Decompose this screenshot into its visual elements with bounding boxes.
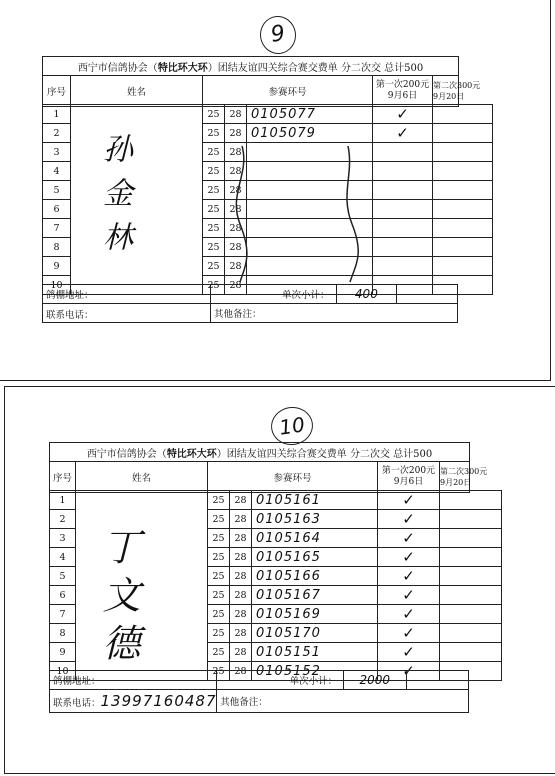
first-payment-check: [373, 181, 433, 200]
header-second-payment: 第二次300元 9月20日: [433, 76, 459, 107]
ring-number-handwritten: [247, 257, 373, 276]
notes-label: 其他备注：: [217, 690, 469, 713]
ring-prefix-2: 28: [230, 491, 252, 510]
subtotal-label: 单次小计：: [217, 671, 344, 690]
first-payment-check: ✓: [378, 510, 440, 529]
ring-number-handwritten: [247, 200, 373, 219]
ring-prefix-1: 25: [208, 567, 230, 586]
subtotal-value: 400: [336, 285, 397, 304]
header-first-payment: 第一次200元 9月6日: [373, 76, 433, 107]
ring-prefix-2: 28: [225, 162, 247, 181]
ring-prefix-2: 28: [225, 105, 247, 124]
first-payment-check: ✓: [378, 605, 440, 624]
ring-number-handwritten: [247, 143, 373, 162]
ring-prefix-1: 25: [203, 238, 225, 257]
second-payment-cell: [433, 181, 493, 200]
subtotal-value: 2000: [344, 671, 406, 690]
payment-form-sheet-2: [4, 386, 555, 774]
second-payment-cell: [433, 143, 493, 162]
ring-prefix-1: 25: [208, 605, 230, 624]
seq-cell: 6: [50, 586, 76, 605]
ring-prefix-2: 28: [230, 567, 252, 586]
ring-prefix-2: 28: [230, 586, 252, 605]
ring-prefix-2: 28: [225, 124, 247, 143]
ring-prefix-2: 28: [230, 548, 252, 567]
ring-number-handwritten: [247, 181, 373, 200]
ring-prefix-2: 28: [230, 529, 252, 548]
member-name-handwritten: 丁文德: [96, 527, 140, 671]
ring-prefix-1: 25: [208, 510, 230, 529]
seq-cell: 5: [50, 567, 76, 586]
ring-prefix-2: 28: [230, 662, 252, 681]
ring-number-handwritten: 0105167: [252, 586, 378, 605]
ring-number-handwritten: 0105079: [247, 124, 373, 143]
second-payment-cell: [440, 605, 502, 624]
second-payment-cell: [433, 219, 493, 238]
first-payment-check: ✓: [378, 643, 440, 662]
first-payment-check: ✓: [373, 124, 433, 143]
seq-cell: 5: [43, 181, 71, 200]
ring-number-handwritten: 0105170: [252, 624, 378, 643]
ring-prefix-2: 28: [225, 219, 247, 238]
ring-prefix-2: 28: [230, 605, 252, 624]
seq-cell: 4: [50, 548, 76, 567]
ring-prefix-2: 28: [225, 276, 247, 295]
form-title: 西宁市信鸽协会（特比环大环）团结友谊四关综合赛交费单 分二次交 总计500: [43, 57, 459, 76]
second-payment-cell: [440, 567, 502, 586]
first-payment-check: [373, 238, 433, 257]
header-first-payment: 第一次200元 9月6日: [378, 462, 440, 493]
seq-cell: 3: [43, 143, 71, 162]
header-ring-number: 参赛环号: [203, 76, 373, 107]
ring-prefix-1: 25: [208, 529, 230, 548]
first-payment-check: ✓: [378, 567, 440, 586]
payment-form-table: [42, 56, 481, 107]
second-payment-cell: [440, 643, 502, 662]
second-payment-cell: [433, 200, 493, 219]
seq-cell: 2: [50, 510, 76, 529]
second-payment-cell: [440, 624, 502, 643]
form-footer-table: [42, 284, 458, 323]
ring-prefix-1: 25: [208, 586, 230, 605]
loft-address-label: 鸽棚地址：: [43, 285, 211, 304]
second-payment-cell: [433, 238, 493, 257]
seq-cell: 1: [43, 105, 71, 124]
first-payment-check: ✓: [378, 662, 440, 681]
header-ring-number: 参赛环号: [208, 462, 378, 493]
first-payment-check: [373, 162, 433, 181]
seq-cell: 10: [43, 276, 71, 295]
name-cell: [71, 105, 203, 295]
seq-cell: 7: [50, 605, 76, 624]
seq-cell: 8: [50, 624, 76, 643]
payment-form-sheet-1: [0, 0, 551, 381]
ring-prefix-1: 25: [203, 219, 225, 238]
ring-prefix-2: 28: [225, 200, 247, 219]
ring-prefix-1: 25: [203, 162, 225, 181]
header-seq: 序号: [43, 76, 71, 107]
ring-prefix-1: 25: [203, 200, 225, 219]
seq-cell: 7: [43, 219, 71, 238]
ring-prefix-1: 25: [203, 181, 225, 200]
header-name: 姓名: [76, 462, 208, 493]
seq-cell: 9: [50, 643, 76, 662]
ring-prefix-1: 25: [203, 257, 225, 276]
page-number-circle: 10: [269, 404, 316, 447]
first-payment-check: ✓: [378, 491, 440, 510]
notes-label: 其他备注：: [211, 304, 458, 323]
ring-prefix-1: 25: [203, 105, 225, 124]
seq-cell: 3: [50, 529, 76, 548]
table-row: [43, 105, 493, 124]
second-payment-cell: [440, 586, 502, 605]
ring-number-handwritten: 0105163: [252, 510, 378, 529]
first-payment-check: [373, 257, 433, 276]
ring-prefix-1: 25: [208, 491, 230, 510]
second-payment-cell: [440, 491, 502, 510]
ring-prefix-2: 28: [230, 643, 252, 662]
ring-number-handwritten: 0105152: [252, 662, 378, 681]
seq-cell: 4: [43, 162, 71, 181]
first-payment-check: ✓: [378, 548, 440, 567]
seq-cell: 6: [43, 200, 71, 219]
seq-cell: 8: [43, 238, 71, 257]
first-payment-check: [373, 143, 433, 162]
seq-cell: 9: [43, 257, 71, 276]
ring-prefix-1: 25: [208, 624, 230, 643]
first-payment-check: ✓: [378, 529, 440, 548]
first-payment-check: [373, 200, 433, 219]
form-footer-table: [49, 670, 469, 713]
header-seq: 序号: [50, 462, 76, 493]
seq-cell: 1: [50, 491, 76, 510]
member-name-handwritten: 孙金林: [97, 133, 132, 265]
ring-number-handwritten: 0105169: [252, 605, 378, 624]
ring-prefix-2: 28: [225, 257, 247, 276]
subtotal-second-empty: [406, 671, 468, 690]
ring-prefix-1: 25: [208, 643, 230, 662]
seq-cell: 2: [43, 124, 71, 143]
ring-number-handwritten: [247, 219, 373, 238]
second-payment-cell: [433, 257, 493, 276]
first-payment-check: ✓: [378, 624, 440, 643]
ring-number-handwritten: 0105164: [252, 529, 378, 548]
ring-prefix-1: 25: [203, 143, 225, 162]
ring-prefix-2: 28: [230, 624, 252, 643]
header-name: 姓名: [71, 76, 203, 107]
ring-prefix-2: 28: [225, 238, 247, 257]
page-number-circle: 9: [258, 14, 299, 57]
ring-number-handwritten: 0105165: [252, 548, 378, 567]
second-payment-cell: [433, 124, 493, 143]
form-title: 西宁市信鸽协会（特比环大环）团结友谊四关综合赛交费单 分二次交 总计500: [50, 443, 470, 462]
first-payment-check: ✓: [373, 105, 433, 124]
ring-number-handwritten: 0105161: [252, 491, 378, 510]
header-second-payment: 第二次300元 9月20日: [440, 462, 470, 493]
loft-address-label: 鸽棚地址：: [50, 671, 217, 690]
second-payment-cell: [433, 105, 493, 124]
table-row: [50, 491, 502, 510]
ring-prefix-2: 28: [230, 510, 252, 529]
phone-label: 联系电话：13997160487: [50, 690, 217, 713]
second-payment-cell: [433, 162, 493, 181]
second-payment-cell: [440, 529, 502, 548]
ring-number-handwritten: [247, 162, 373, 181]
first-payment-check: [373, 219, 433, 238]
ring-prefix-1: 25: [208, 548, 230, 567]
ring-prefix-1: 25: [203, 124, 225, 143]
ring-prefix-2: 28: [225, 143, 247, 162]
payment-form-table: [49, 442, 488, 493]
ring-number-handwritten: 0105077: [247, 105, 373, 124]
ring-prefix-1: 25: [203, 276, 225, 295]
phone-label: 联系电话：: [43, 304, 211, 323]
ring-prefix-1: 25: [208, 662, 230, 681]
seq-cell: 10: [50, 662, 76, 681]
ring-number-handwritten: 0105166: [252, 567, 378, 586]
subtotal-label: 单次小计：: [211, 285, 337, 304]
ring-number-handwritten: 0105151: [252, 643, 378, 662]
second-payment-cell: [440, 510, 502, 529]
ring-prefix-2: 28: [225, 181, 247, 200]
second-payment-cell: [440, 548, 502, 567]
ring-number-handwritten: [247, 238, 373, 257]
subtotal-second-empty: [397, 285, 458, 304]
first-payment-check: ✓: [378, 586, 440, 605]
